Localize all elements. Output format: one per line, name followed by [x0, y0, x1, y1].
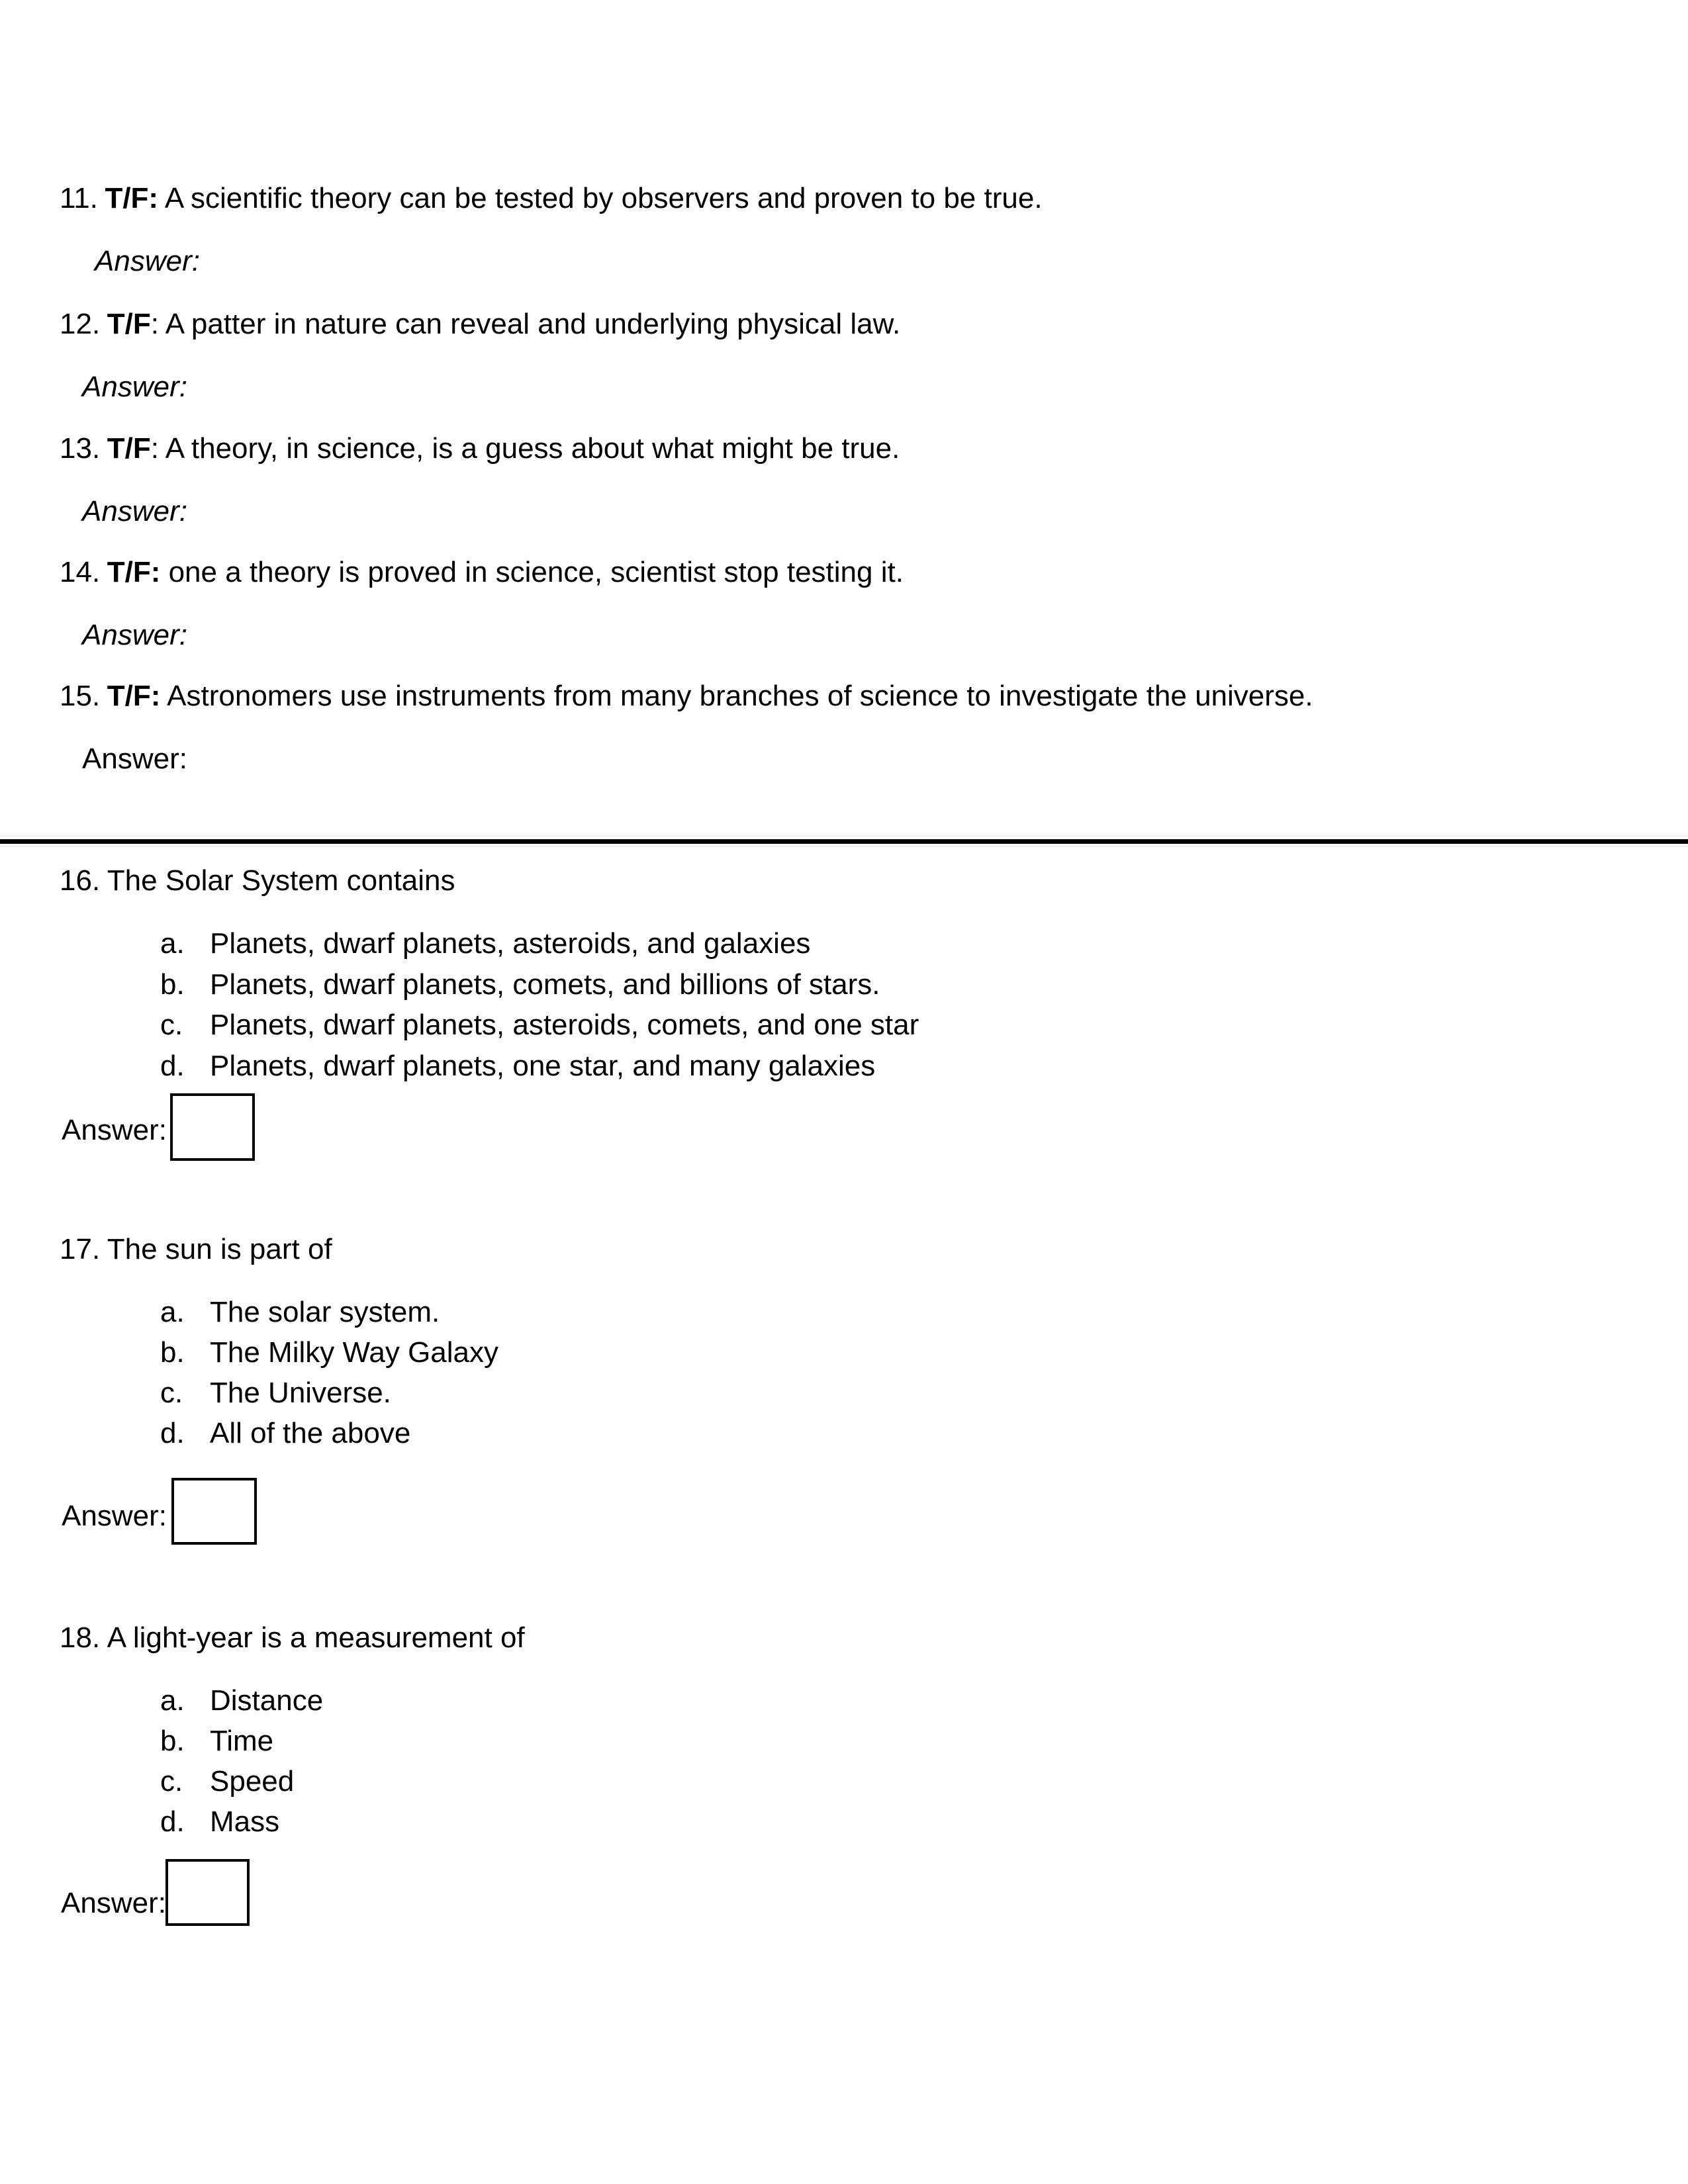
mc-question-18-option-a	[160, 1682, 323, 1719]
answer-box-17[interactable]	[171, 1478, 257, 1545]
question-number: 16.	[60, 864, 101, 897]
option-text: Distance	[210, 1684, 324, 1717]
divider-shadow-top	[0, 835, 1688, 837]
option-letter: c.	[160, 1765, 183, 1797]
option-text: Planets, dwarf planets, asteroids, comets, and one star	[210, 1009, 919, 1041]
option-letter: a.	[160, 1296, 185, 1328]
answer-label-12: Answer:	[82, 371, 187, 403]
answer-label-13: Answer:	[82, 495, 187, 527]
mc-question-16-option-b	[160, 966, 880, 1003]
question-text: : A theory, in science, is a guess about what might be true.	[150, 432, 900, 465]
option-letter: a.	[160, 927, 185, 960]
option-letter: d.	[160, 1805, 185, 1838]
tf-prefix: T/F	[107, 308, 151, 340]
option-letter: c.	[160, 1009, 183, 1041]
question-text: A light-year is a measurement of	[107, 1621, 525, 1654]
answer-box-18[interactable]	[165, 1859, 250, 1926]
question-number: 14.	[60, 556, 101, 588]
answer-label-16: Answer:	[62, 1114, 167, 1146]
tf-question-11	[60, 180, 1043, 216]
tf-question-15	[60, 678, 1313, 714]
answer-label-18: Answer:	[61, 1887, 166, 1919]
tf-question-14	[60, 554, 904, 590]
tf-question-13	[60, 430, 900, 467]
answer-label-15: Answer:	[82, 743, 187, 775]
mc-question-16	[60, 862, 455, 899]
question-number: 15.	[60, 680, 101, 712]
mc-question-18-option-c	[160, 1763, 294, 1799]
mc-question-16-option-c	[160, 1007, 919, 1043]
tf-prefix: T/F	[107, 432, 151, 465]
option-text: The Milky Way Galaxy	[210, 1336, 499, 1369]
mc-question-17-option-c	[160, 1375, 391, 1411]
tf-prefix: T/F:	[105, 182, 159, 214]
question-text: Astronomers use instruments from many branches of science to investigate the universe.	[160, 680, 1313, 712]
mc-question-17-option-b	[160, 1334, 498, 1371]
question-number: 17.	[60, 1233, 101, 1265]
question-number: 13.	[60, 432, 101, 465]
option-letter: c.	[160, 1377, 183, 1409]
question-text: The sun is part of	[107, 1233, 332, 1265]
tf-prefix: T/F:	[107, 556, 161, 588]
option-text: All of the above	[210, 1417, 411, 1449]
question-number: 11.	[60, 182, 98, 214]
mc-question-17	[60, 1231, 332, 1267]
question-text: A scientific theory can be tested by observers and proven to be true.	[158, 182, 1043, 214]
mc-question-18-option-d	[160, 1803, 279, 1840]
option-text: Speed	[210, 1765, 295, 1797]
question-number: 18.	[60, 1621, 101, 1654]
mc-question-17-option-d	[160, 1415, 410, 1451]
option-text: The Universe.	[210, 1377, 391, 1409]
answer-label-14: Answer:	[82, 619, 187, 651]
option-text: Planets, dwarf planets, comets, and billions of stars.	[210, 968, 880, 1001]
mc-question-16-option-a	[160, 925, 810, 962]
mc-question-16-option-d	[160, 1048, 875, 1084]
question-number: 12.	[60, 308, 101, 340]
option-text: Planets, dwarf planets, one star, and many galaxies	[210, 1050, 876, 1082]
question-text: one a theory is proved in science, scientist stop testing it.	[160, 556, 904, 588]
option-letter: d.	[160, 1050, 185, 1082]
answer-label-11: Answer:	[95, 245, 200, 277]
option-letter: b.	[160, 1336, 185, 1369]
option-letter: b.	[160, 968, 185, 1001]
option-letter: a.	[160, 1684, 185, 1717]
mc-question-17-option-a	[160, 1294, 440, 1330]
section-divider	[0, 839, 1688, 844]
option-letter: d.	[160, 1417, 185, 1449]
answer-label-17: Answer:	[62, 1500, 167, 1532]
tf-prefix: T/F:	[107, 680, 161, 712]
mc-question-18-option-b	[160, 1723, 273, 1759]
option-text: Mass	[210, 1805, 280, 1838]
divider-shadow-bottom	[0, 846, 1688, 847]
option-letter: b.	[160, 1725, 185, 1757]
tf-question-12	[60, 306, 900, 342]
option-text: The solar system.	[210, 1296, 440, 1328]
question-text: The Solar System contains	[107, 864, 455, 897]
question-text: : A patter in nature can reveal and underlying physical law.	[150, 308, 901, 340]
option-text: Time	[210, 1725, 274, 1757]
mc-question-18	[60, 1619, 525, 1656]
answer-box-16[interactable]	[170, 1093, 255, 1161]
option-text: Planets, dwarf planets, asteroids, and galaxies	[210, 927, 811, 960]
